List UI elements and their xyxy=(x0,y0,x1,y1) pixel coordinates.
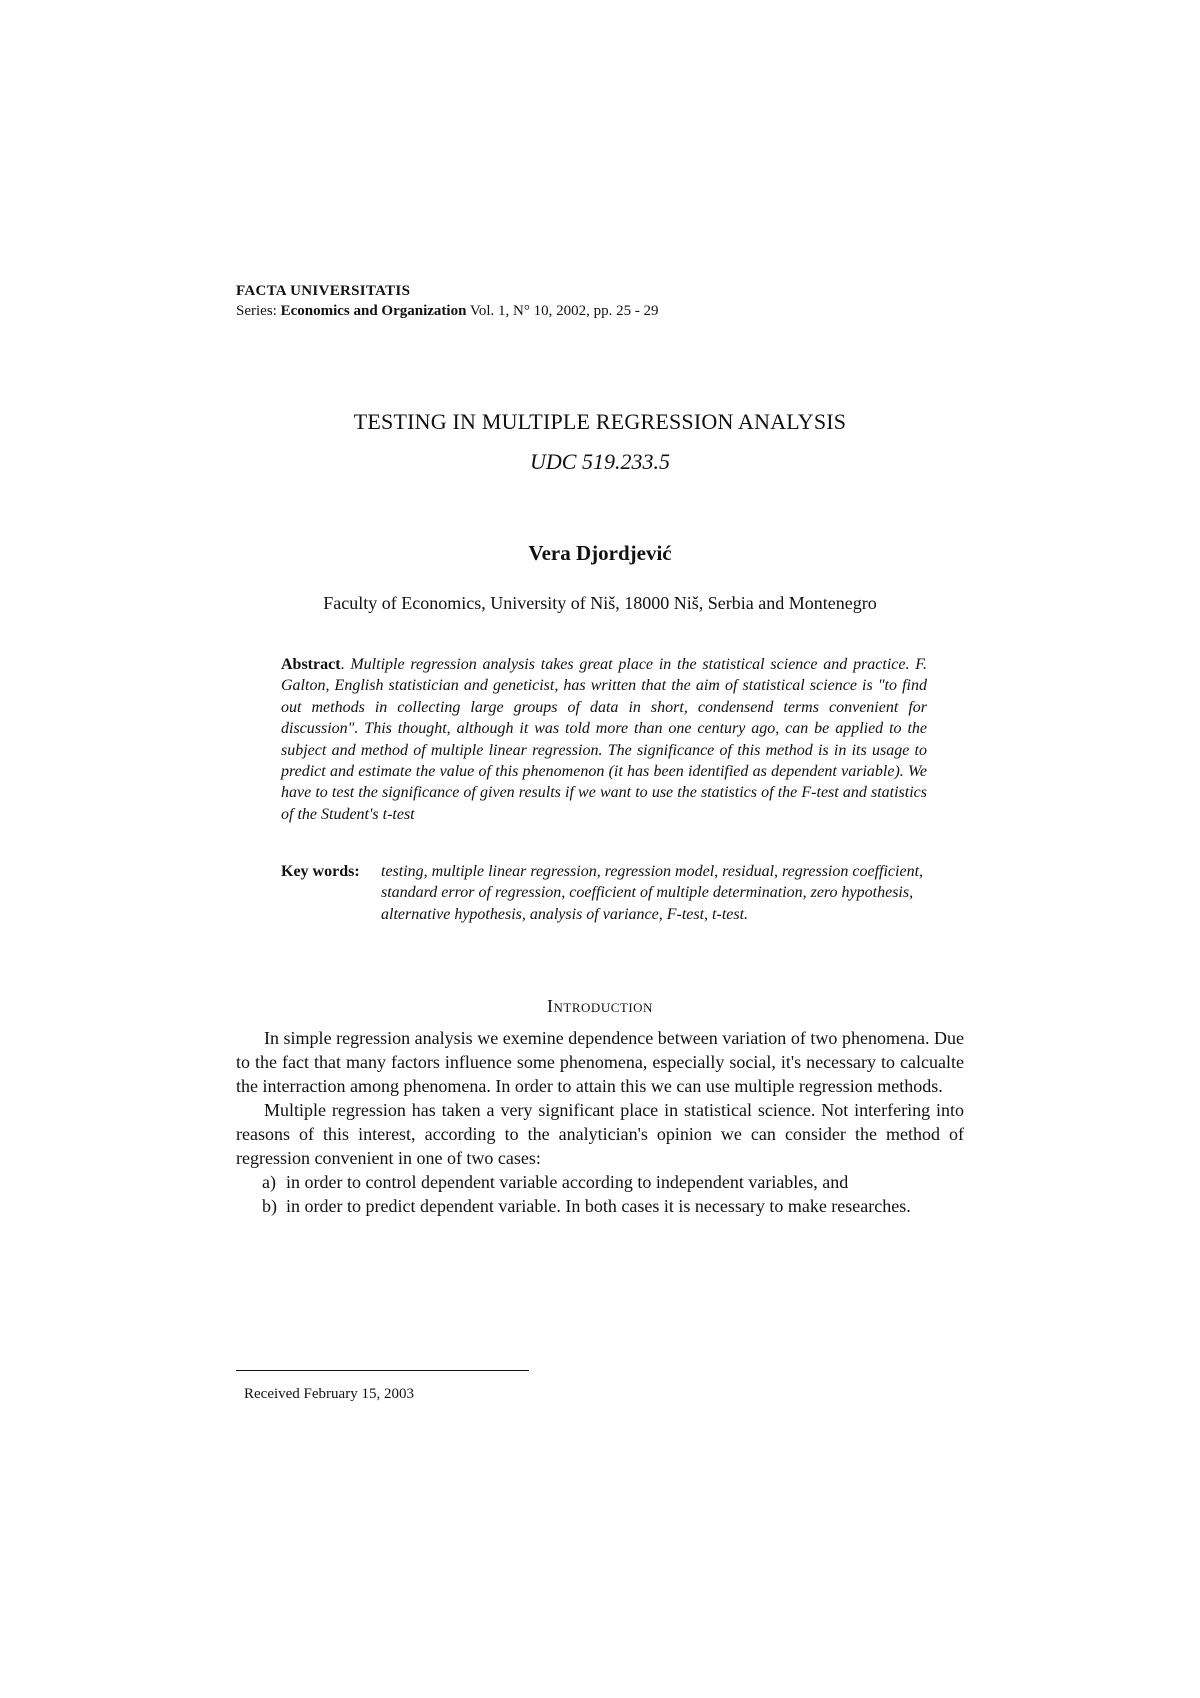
abstract-text: Multiple regression analysis takes great place in the statistical science and practice. F. Galton, English statistician and geneticist, has written that the aim of statistical science is "to find out methods in collecting large groups of data in short, condensend terms convenient for discussion". This thought, although it was told more than one century ago, can be applied to the subject and method of multiple linear regression. The significance of this method is in its usage to predict and estimate the value of this phenomenon (it has been identified as dependent variable). We have to test the significance of given results if we want to use the statistics of the F-test and statistics of the Student's t-test xyxy=(281,656,928,823)
footnote-divider xyxy=(236,1370,529,1371)
series-name: Economics and Organization xyxy=(280,303,467,319)
keywords-text: testing, multiple linear regression, regression model, residual, regression coefficient, standard error of regression, coefficient of multiple determination, zero hypothesis, alternative hypothesis, analysis of variance, F-test, t-test. xyxy=(381,863,924,923)
paper-title: TESTING IN MULTIPLE REGRESSION ANALYSIS xyxy=(353,409,847,434)
abstract-label: Abstract xyxy=(281,656,341,673)
keywords xyxy=(281,861,927,925)
paragraph: Multiple regression has taken a very significant place in statistical science. Not interfering into reasons of this interest, according to the analytician's opinion we can consider the method of regression convenient in one of two cases: xyxy=(236,1100,964,1168)
list-item-text: in order to control dependent variable according to independent variables, and xyxy=(286,1172,849,1192)
author-affiliation: Faculty of Economics, University of Niš, 18000 Niš, Serbia and Montenegro xyxy=(323,593,877,613)
abstract-separator: . xyxy=(340,656,351,673)
keywords-label: Key words: xyxy=(281,863,360,880)
journal-name: FACTA UNIVERSITATIS xyxy=(236,283,411,299)
footnote-received: Received February 15, 2003 xyxy=(244,1386,414,1402)
section-heading-introduction: Introduction xyxy=(547,996,653,1016)
list-marker: b) xyxy=(262,1196,277,1216)
series-prefix: Series: xyxy=(236,303,281,319)
journal-header xyxy=(236,281,936,321)
list-item-text: in order to predict dependent variable. In both cases it is necessary to make researches. xyxy=(286,1196,911,1216)
list-marker: a) xyxy=(262,1172,276,1192)
list-item xyxy=(236,1194,964,1218)
paragraph: In simple regression analysis we exemine dependence between variation of two phenomena. Due to the fact that many factors influence some phenomena, especially social, it's necessary to calcualte the interraction among phenomena. In order to attain this we can use multiple regression methods. xyxy=(236,1028,964,1096)
series-details: Vol. 1, N° 10, 2002, pp. 25 - 29 xyxy=(466,303,659,319)
journal-series xyxy=(236,301,936,321)
abstract xyxy=(281,654,927,825)
author-name: Vera Djordjević xyxy=(528,541,672,565)
introduction-body xyxy=(236,1026,964,1218)
list-item xyxy=(236,1170,964,1194)
udc-code: UDC 519.233.5 xyxy=(530,449,670,474)
case-list xyxy=(236,1170,964,1218)
